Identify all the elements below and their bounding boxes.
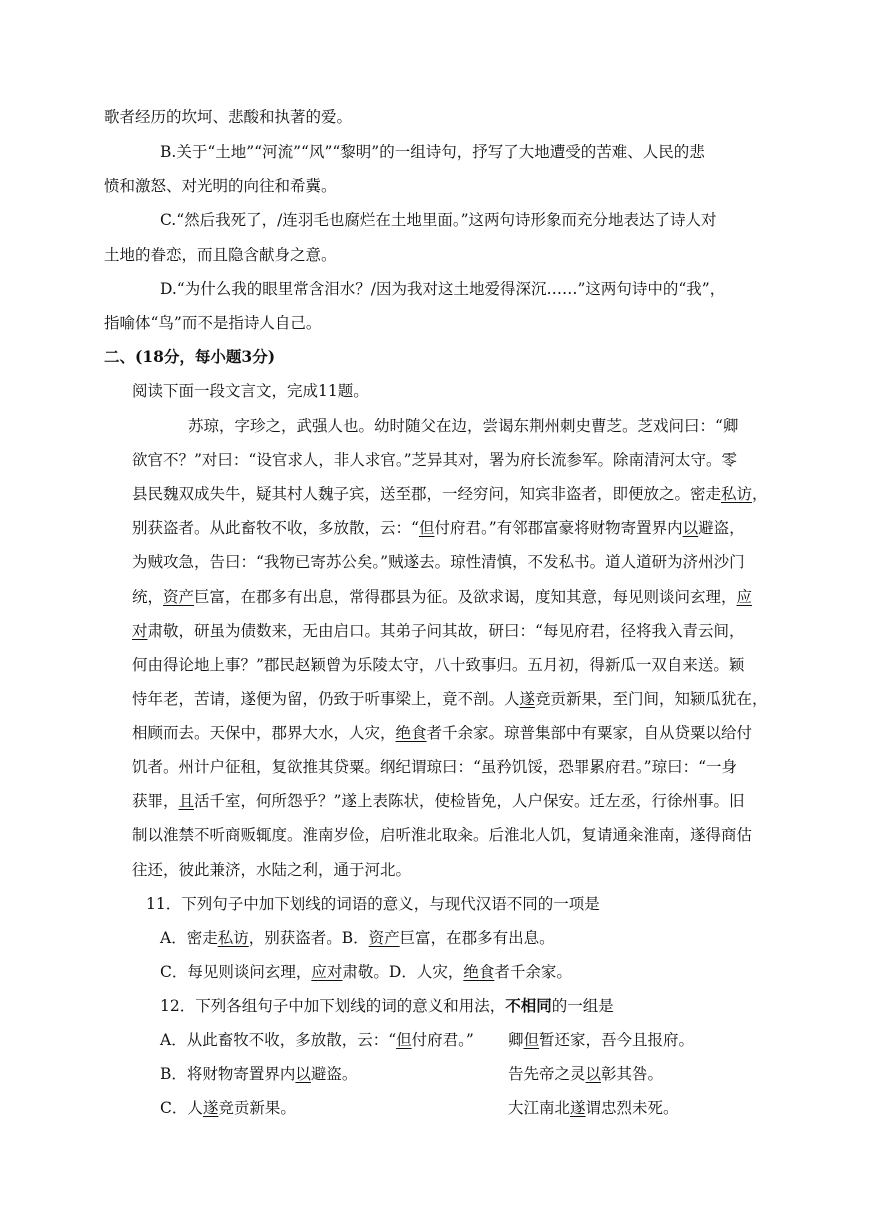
underlined-word: 绝食 — [463, 963, 495, 981]
text-line — [160, 141, 705, 163]
text-segment: 告先帝之灵 — [508, 1065, 586, 1083]
underlined-word: 私访 — [721, 485, 753, 503]
text-segment: 何由得论地上事？”郡民赵颖曾为乐陵太守，八十致事归。五月初，得新瓜一双自来送。颖 — [132, 656, 745, 674]
text-segment: 竞贡新果，至门间，知颍瓜犹在， — [535, 690, 768, 708]
text-segment: 巨富，在郡多有出息。 — [399, 929, 555, 947]
text-line — [104, 106, 352, 128]
underlined-word: 资产 — [163, 588, 195, 606]
text-segment: 竞贡新果。 — [218, 1099, 296, 1117]
text-line — [188, 415, 738, 437]
text-segment: 阅读下面一段文言文，完成11题。 — [132, 382, 369, 400]
text-line — [160, 927, 555, 949]
text-line — [160, 1029, 474, 1051]
text-segment: D.“为什么我的眼里常含泪水？/因为我对这土地爱得深沉……”这两句诗中的“我”， — [160, 280, 726, 298]
underlined-word: 但 — [418, 519, 435, 537]
text-line — [104, 244, 337, 266]
text-line — [132, 790, 744, 812]
text-segment: 苏琼，字珍之，武强人也。幼时随父在边，尝谒东荆州刺史曹芝。芝戏问曰：“卿 — [188, 417, 739, 435]
text-line — [132, 483, 768, 505]
text-segment: ， — [752, 485, 768, 503]
text-segment: 获罪， — [132, 792, 179, 810]
text-segment: 付府君。” — [411, 1031, 474, 1049]
underlined-word: 遂 — [570, 1099, 586, 1117]
underlined-word: 对 — [132, 622, 148, 640]
text-segment: 相顾而去。天保中，郡界大水，人灾， — [132, 724, 396, 742]
text-line — [132, 586, 752, 608]
text-segment: 统， — [132, 588, 164, 606]
text-segment: 谓忠烈未死。 — [585, 1099, 679, 1117]
bold-text: 二、(18分，每小题3分) — [104, 347, 276, 366]
underlined-word: 以 — [682, 519, 699, 537]
text-line — [146, 893, 600, 915]
text-segment: 避盗， — [698, 519, 745, 537]
text-segment: 肃敬。D．人灾， — [342, 963, 464, 981]
text-segment: 饥者。州计户征租，复欲推其贷粟。纲纪谓琼曰：“虽矜饥馁，恐罪累府君。”琼曰：“一身 — [132, 758, 738, 776]
text-segment: B.关于“土地”“河流”“风”“黎明”的一组诗句，抒写了大地遭受的苦难、人民的悲 — [160, 143, 705, 161]
text-line — [160, 995, 614, 1017]
text-segment: ，别获盗者。B． — [248, 929, 369, 947]
underlined-word: 遂 — [519, 690, 536, 708]
text-segment: 欲官不？”对曰：“设官求人，非人求官。”芝异其对，署为府长流参军。除南清河太守。零 — [132, 451, 738, 469]
underlined-word: 私访 — [217, 929, 249, 947]
underlined-word: 但 — [396, 1031, 412, 1049]
underlined-word: 遂 — [202, 1099, 219, 1117]
text-segment: A．从此畜牧不收，多放散，云：“ — [160, 1031, 397, 1049]
option-right-column — [508, 1063, 663, 1085]
text-segment: 巨富，在郡多有出息，常得郡县为征。及欲求谒，度知其意，每见则谈问玄理， — [194, 588, 737, 606]
text-line — [132, 722, 752, 744]
text-line — [132, 824, 752, 846]
text-segment: 者千余家。 — [494, 963, 572, 981]
text-segment: 为贼攻急，告曰：“我物已寄苏公矣。”贼遂去。琼性清慎，不发私书。道人道研为济州沙门 — [132, 553, 745, 571]
text-line — [132, 654, 744, 676]
text-segment: A．密走 — [160, 929, 218, 947]
text-segment: 者千余家。琼普集部中有粟家，自从贷粟以给付 — [426, 724, 753, 742]
underlined-word: 以 — [585, 1065, 602, 1083]
text-line — [132, 859, 411, 881]
text-segment: 往还，彼此兼济，水陆之利，通于河北。 — [132, 861, 412, 879]
text-segment: 制以淮禁不听商贩辄度。淮南岁俭，启听淮北取籴。后淮北人饥，复请通籴淮南，遂得商估 — [132, 826, 753, 844]
text-segment: 愤和激怒、对光明的向往和希冀。 — [104, 177, 337, 195]
text-segment: 县民魏双成失牛，疑其村人魏子宾，送至郡，一经穷问，知宾非盗者，即便放之。密走 — [132, 485, 722, 503]
text-line — [132, 380, 369, 402]
text-segment: 付府君。”有邻郡富豪将财物寄置界内 — [434, 519, 683, 537]
text-segment: 别获盗者。从此畜牧不收，多放散，云：“ — [132, 519, 419, 537]
option-right-column — [508, 1029, 694, 1051]
text-line — [132, 688, 768, 710]
text-segment: 大江南北 — [508, 1099, 571, 1117]
text-segment: 活千室，何所怨乎？”遂上表陈状，使检皆免，人户保安。迁左丞，行徐州事。旧 — [194, 792, 745, 810]
option-right-column — [508, 1097, 679, 1119]
text-segment: C．人 — [160, 1099, 203, 1117]
underlined-word: 但 — [523, 1031, 540, 1049]
text-line — [132, 620, 744, 642]
text-segment: 卿 — [508, 1031, 524, 1049]
text-line — [160, 961, 572, 983]
text-segment: B．将财物寄置界内 — [160, 1065, 296, 1083]
underlined-word: 应 — [736, 588, 753, 606]
underlined-word: 以 — [295, 1065, 311, 1083]
text-segment: 指喻体“鸟”而不是指诗人自己。 — [104, 314, 322, 332]
text-line — [104, 312, 321, 334]
text-segment: 12．下列各组句子中加下划线的词的意义和用法， — [160, 997, 506, 1015]
text-line — [132, 449, 737, 471]
text-segment: 11．下列句子中加下划线的词语的意义，与现代汉语不同的一项是 — [146, 895, 600, 913]
text-segment: 避盗。 — [310, 1065, 358, 1083]
text-line — [160, 1097, 296, 1119]
text-segment: 的一组是 — [551, 997, 614, 1015]
underlined-word: 资产 — [368, 929, 400, 947]
text-line — [132, 551, 745, 573]
text-line — [160, 278, 725, 300]
underlined-word: 且 — [178, 792, 195, 810]
bold-text: 不相同 — [505, 996, 552, 1015]
text-segment: 土地的眷恋，而且隐含献身之意。 — [104, 246, 337, 264]
text-line — [104, 175, 337, 197]
underlined-word: 应对 — [311, 963, 343, 981]
text-segment: 彰其咎。 — [601, 1065, 664, 1083]
text-segment: 肃敬，研虽为债数来，无由启口。其弟子问其故，研曰：“每见府君，径将我入青云间， — [147, 622, 745, 640]
text-segment: 歌者经历的坎坷、悲酸和执著的爱。 — [104, 108, 353, 126]
underlined-word: 绝食 — [395, 724, 427, 742]
text-line — [132, 517, 745, 539]
text-segment: C.“然后我死了，/连羽毛也腐烂在土地里面。”这两句诗形象而充分地表达了诗人对 — [160, 211, 717, 229]
text-line — [160, 209, 717, 231]
text-segment: 暂还家，吾今且报府。 — [539, 1031, 695, 1049]
text-segment: 恃年老，苦请，遂便为留，仍致于听事梁上，竟不剖。人 — [132, 690, 520, 708]
text-line — [104, 346, 275, 368]
text-line — [132, 756, 737, 778]
text-segment: C．每见则谈问玄理， — [160, 963, 312, 981]
text-line — [160, 1063, 357, 1085]
